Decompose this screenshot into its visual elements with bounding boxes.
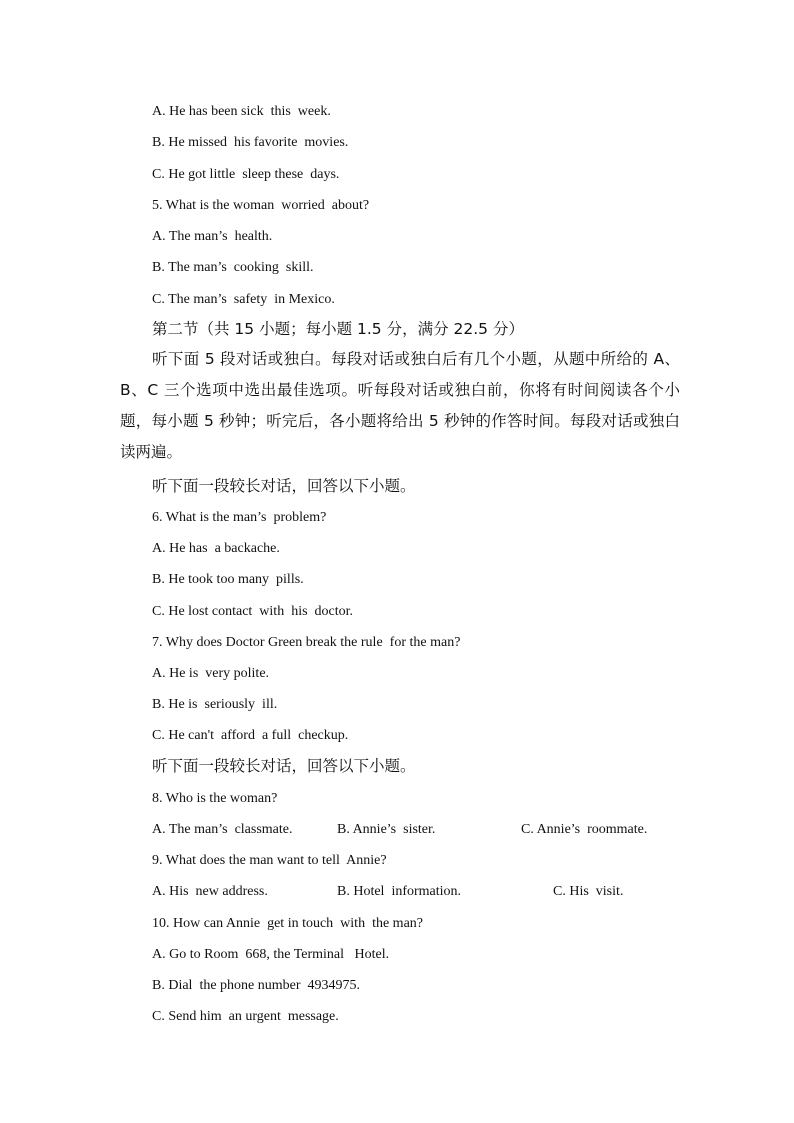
q9-option-c: C. His visit.	[553, 884, 624, 899]
q8-question: 8. Who is the woman?	[152, 791, 278, 806]
q10-question: 10. How can Annie get in touch with the man?	[152, 916, 423, 931]
q7-option-b: B. He is seriously ill.	[152, 697, 278, 712]
q5-option-b: B. The man’s cooking skill.	[152, 260, 314, 275]
q9-question: 9. What does the man want to tell Annie?	[152, 853, 387, 868]
q6-option-c: C. He lost contact with his doctor.	[152, 604, 354, 619]
q8-options-row	[152, 820, 672, 840]
q9-option-a: A. His new address.	[152, 884, 268, 899]
q4-option-a: A. He has been sick this week.	[152, 104, 331, 119]
listen-prompt-1: 听下面一段较长对话，回答以下小题。	[152, 477, 416, 495]
q10-option-a: A. Go to Room 668, the Terminal Hotel.	[152, 947, 390, 962]
q5-question: 5. What is the woman worried about?	[152, 198, 370, 213]
q7-option-a: A. He is very polite.	[152, 666, 270, 681]
q5-option-c: C. The man’s safety in Mexico.	[152, 292, 335, 307]
q4-option-b: B. He missed his favorite movies.	[152, 135, 349, 150]
q7-question: 7. Why does Doctor Green break the rule for the man?	[152, 635, 461, 650]
q6-question: 6. What is the man’s problem?	[152, 510, 327, 525]
q5-option-a: A. The man’s health.	[152, 229, 273, 244]
q8-option-b: B. Annie’s sister.	[337, 822, 436, 837]
q6-option-b: B. He took too many pills.	[152, 572, 304, 587]
q4-option-c: C. He got little sleep these days.	[152, 167, 340, 182]
q9-options-row	[152, 882, 672, 902]
q9-option-b: B. Hotel information.	[337, 884, 462, 899]
q7-option-c: C. He can't afford a full checkup.	[152, 728, 349, 743]
section2-heading: 第二节（共 15 小题；每小题 1.5 分，满分 22.5 分）	[152, 320, 524, 338]
q6-option-a: A. He has a backache.	[152, 541, 280, 556]
q10-option-c: C. Send him an urgent message.	[152, 1009, 339, 1024]
q8-option-a: A. The man’s classmate.	[152, 822, 293, 837]
q10-option-b: B. Dial the phone number 4934975.	[152, 978, 361, 993]
section2-instructions: 听下面 5 段对话或独白。每段对话或独白后有几个小题，从题中所给的 A、B、C 三个选项中选出最佳选项。听每段对话或独白前，你将有时间阅读各个小题，每小题 5 秒钟；听完后，各小题将给出 5 秒钟的作答时间。每段对话或独白读两遍。	[120, 350, 680, 461]
q8-option-c: C. Annie’s roommate.	[521, 822, 648, 837]
listen-prompt-2: 听下面一段较长对话，回答以下小题。	[152, 757, 416, 775]
